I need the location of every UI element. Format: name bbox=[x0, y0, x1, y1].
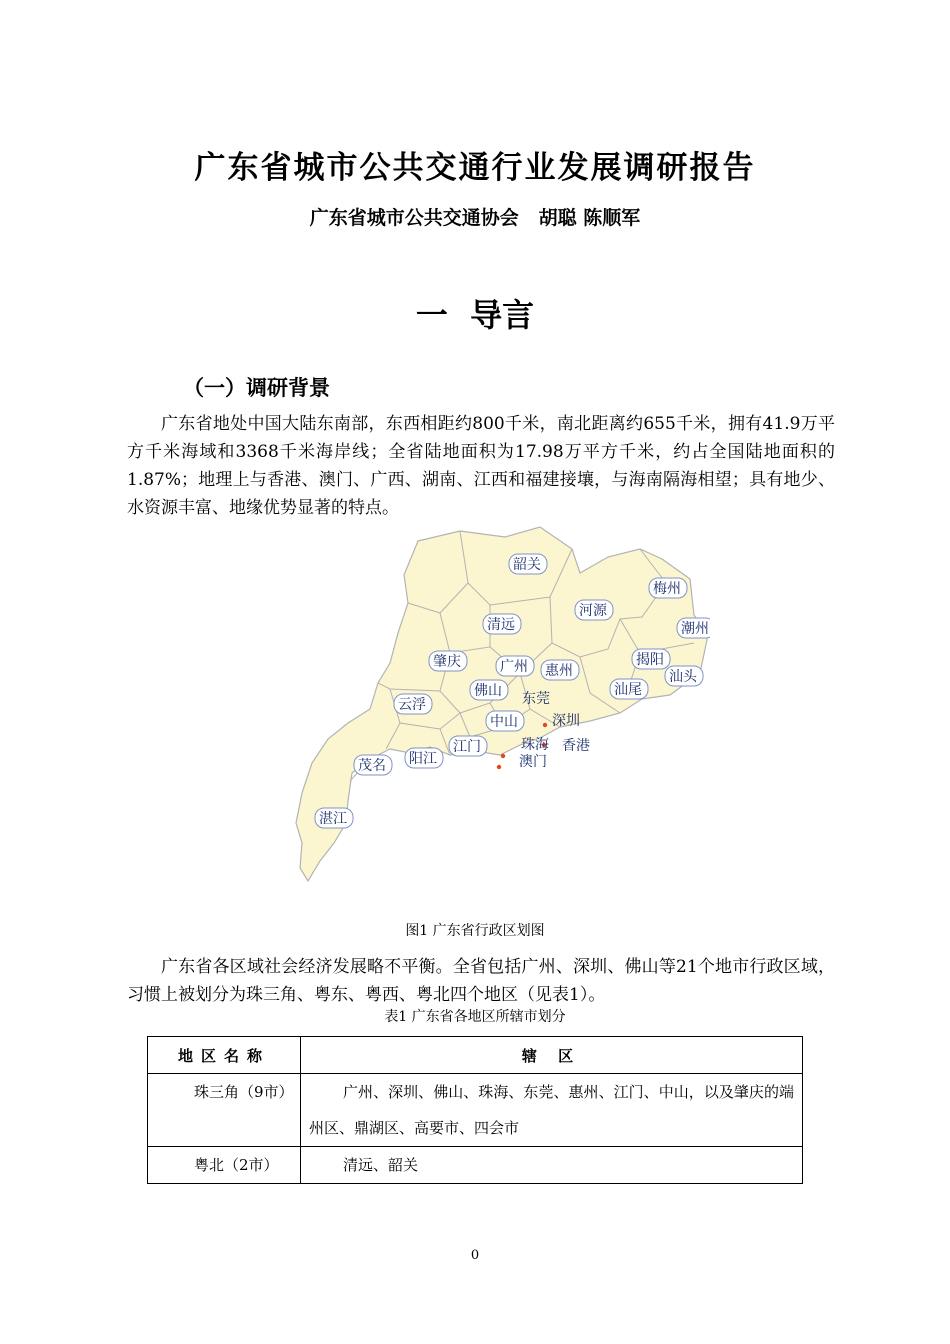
svg-text:江门: 江门 bbox=[453, 739, 481, 755]
map-label bbox=[677, 618, 710, 638]
table-header-row bbox=[148, 1037, 803, 1074]
table-caption: 表1 广东省各地区所辖市划分 bbox=[384, 1009, 566, 1025]
map-label bbox=[522, 691, 550, 707]
svg-text:佛山: 佛山 bbox=[474, 683, 502, 699]
paragraph-regions: 广东省各区域社会经济发展略不平衡。全省包括广州、深圳、佛山等21个地市行政区域，习惯上被划分为珠三角、粤东、粤西、粤北四个地区（见表1）。 bbox=[127, 957, 835, 1005]
map-label bbox=[394, 694, 432, 714]
map-label bbox=[632, 649, 670, 669]
map-label bbox=[519, 754, 547, 770]
document-authors: 广东省城市公共交通协会 胡聪 陈顺军 bbox=[309, 207, 641, 229]
svg-text:广州: 广州 bbox=[500, 659, 528, 675]
svg-text:河源: 河源 bbox=[579, 603, 607, 619]
map-label bbox=[486, 711, 524, 731]
map-label bbox=[496, 656, 534, 676]
map-label bbox=[665, 666, 703, 686]
map-label bbox=[575, 600, 613, 620]
guangdong-map bbox=[290, 523, 710, 893]
map-label bbox=[470, 680, 508, 700]
city-marker bbox=[543, 723, 547, 727]
map-label bbox=[354, 755, 392, 775]
map-label bbox=[541, 660, 579, 680]
city-marker bbox=[497, 765, 501, 769]
page-number: 0 bbox=[470, 1248, 480, 1263]
map-label bbox=[562, 738, 590, 754]
map-label bbox=[315, 808, 353, 828]
table-row bbox=[148, 1147, 803, 1184]
table-header-districts: 辖 区 bbox=[301, 1037, 803, 1074]
svg-text:汕头: 汕头 bbox=[669, 669, 697, 685]
section-heading: （一）调研背景 bbox=[183, 376, 330, 400]
map-label bbox=[509, 554, 547, 574]
region-table bbox=[147, 1036, 803, 1184]
map-label bbox=[521, 736, 549, 753]
svg-text:汕尾: 汕尾 bbox=[614, 682, 642, 698]
map-label bbox=[429, 651, 467, 671]
svg-text:肇庆: 肇庆 bbox=[433, 654, 461, 670]
svg-text:阳江: 阳江 bbox=[409, 751, 437, 767]
svg-text:清远: 清远 bbox=[487, 617, 515, 633]
svg-text:中山: 中山 bbox=[490, 714, 518, 730]
svg-text:揭阳: 揭阳 bbox=[636, 652, 664, 668]
figure-caption: 图1 广东省行政区划图 bbox=[405, 923, 545, 939]
table-cell-region: 珠三角（9市） bbox=[148, 1074, 301, 1147]
svg-text:东莞: 东莞 bbox=[522, 691, 550, 707]
table-cell-districts: 清远、韶关 bbox=[301, 1147, 803, 1184]
map-label bbox=[552, 713, 580, 729]
svg-text:韶关: 韶关 bbox=[513, 557, 541, 573]
table-header-region: 地区名称 bbox=[148, 1037, 301, 1074]
svg-text:深圳: 深圳 bbox=[552, 713, 580, 729]
svg-text:惠州: 惠州 bbox=[545, 663, 573, 679]
table-row bbox=[148, 1074, 803, 1147]
map-label bbox=[483, 614, 521, 634]
svg-text:梅州: 梅州 bbox=[653, 581, 681, 597]
city-marker bbox=[501, 754, 505, 758]
chapter-heading: 一 导言 bbox=[415, 296, 535, 334]
map-label bbox=[449, 736, 487, 756]
table-cell-region: 粤北（2市） bbox=[148, 1147, 301, 1184]
paragraph-background: 广东省地处中国大陆东南部，东西相距约800千米，南北距离约655千米，拥有41.9万平方千米海域和3368千米海岸线；全省陆地面积为17.98万平方千米，约占全国陆地面积的1.87%；地理上与香港、澳门、广西、湖南、江西和福建接壤，与海南隔海相望；具有地少、水资源丰富、地缘优势显著的特点。 bbox=[127, 414, 835, 518]
svg-text:云浮: 云浮 bbox=[398, 697, 426, 713]
document-title: 广东省城市公共交通行业发展调研报告 bbox=[194, 150, 756, 186]
map-land bbox=[296, 527, 708, 881]
svg-text:潮州: 潮州 bbox=[681, 621, 709, 637]
table-cell-districts: 广州、深圳、佛山、珠海、东莞、惠州、江门、中山，以及肇庆的端州区、鼎湖区、高要市、四会市 bbox=[301, 1074, 803, 1147]
svg-text:茂名: 茂名 bbox=[358, 758, 386, 774]
svg-text:珠海: 珠海 bbox=[521, 737, 549, 753]
svg-text:香港: 香港 bbox=[562, 738, 590, 754]
map-label bbox=[405, 748, 443, 768]
svg-text:湛江: 湛江 bbox=[319, 811, 347, 827]
svg-text:澳门: 澳门 bbox=[519, 754, 547, 770]
map-label bbox=[649, 578, 687, 598]
map-label bbox=[610, 679, 648, 699]
